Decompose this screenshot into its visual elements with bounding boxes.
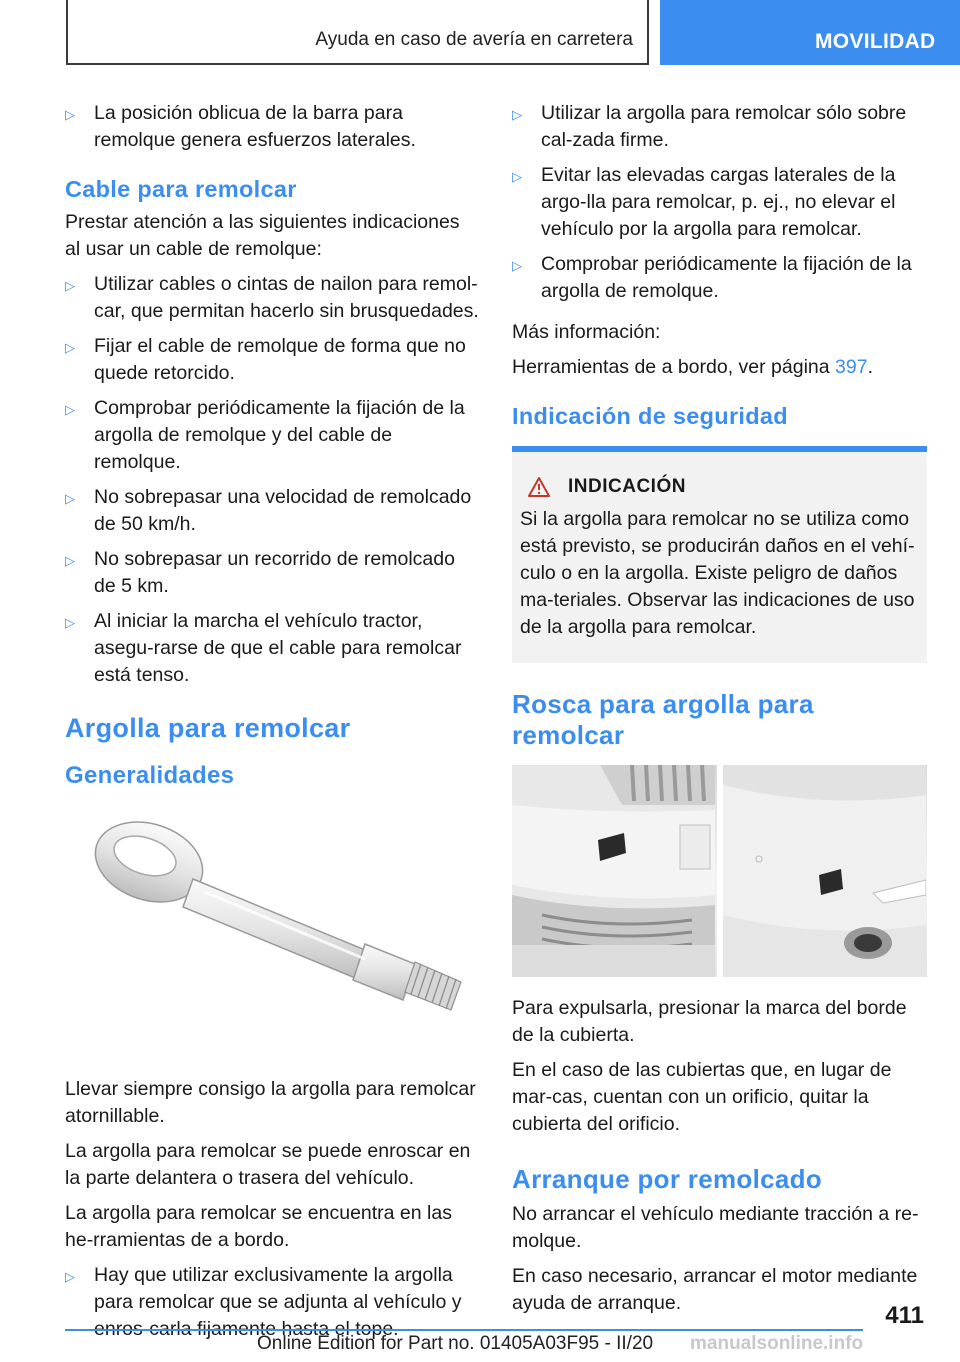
triangle-bullet-icon: ▷ (65, 553, 75, 568)
right-bullet-list (512, 100, 927, 305)
left-column (65, 100, 480, 1351)
arranque-heading: Arranque por remolcado (512, 1164, 822, 1194)
list-item: ▷ Comprobar periódicamente la fijación de la argolla de remolque y del cable de remolque. (65, 397, 465, 473)
notice-title: INDICACIÓN (568, 476, 686, 497)
list-item: ▷ Evitar las elevadas cargas laterales de la argo‐lla para remolcar, p. ej., no elevar el vehículo por la argolla para remolcar. (512, 164, 896, 240)
tow-hook-icon (65, 804, 480, 1054)
footer-divider (65, 1329, 863, 1331)
safety-heading: Indicación de seguridad (512, 403, 788, 429)
cable-intro: Prestar atención a las siguientes indicaciones al usar un cable de remolque: (65, 211, 460, 260)
paragraph: Para expulsarla, presionar la marca del borde de la cubierta. (512, 997, 907, 1046)
list-item: ▷ La posición oblicua de la barra para remolque genera esfuerzos laterales. (65, 102, 416, 151)
paragraph: En caso necesario, arrancar el motor mediante ayuda de arranque. (512, 1265, 918, 1314)
triangle-bullet-icon: ▷ (512, 107, 522, 122)
right-column (512, 100, 927, 1325)
front-bumper-photo (512, 765, 717, 977)
argolla-heading: Argolla para remolcar (65, 713, 351, 743)
triangle-bullet-icon: ▷ (65, 615, 75, 630)
cable-bullet-list (65, 271, 480, 689)
rear-bumper-photo (723, 765, 928, 977)
reference-line: Herramientas de a bordo, ver página 397. (512, 356, 873, 378)
list-item: ▷ Utilizar cables o cintas de nailon para remol‐car, que permitan hacerlo sin brusquedades. (65, 273, 479, 322)
paragraph: En el caso de las cubiertas que, en lugar de mar‐cas, cuentan con un orificio, quitar la cubierta del orificio. (512, 1059, 892, 1135)
header-section-title: Ayuda en caso de avería en carretera (315, 29, 633, 50)
list-item: ▷ Fijar el cable de remolque de forma que no quede retorcido. (65, 335, 466, 384)
header-section-box (66, 0, 649, 65)
more-info-label: Más información: (512, 321, 661, 343)
rosca-heading: Rosca para argolla para remolcar (512, 689, 814, 750)
page-number: 411 (885, 1302, 924, 1329)
edition-text: Online Edition for Part no. 01405A03F95 - II/20 (257, 1333, 654, 1354)
paragraph: No arrancar el vehículo mediante tracción a re‐molque. (512, 1203, 919, 1252)
intro-bullet-list (65, 100, 480, 154)
notice-box (512, 446, 927, 663)
triangle-bullet-icon: ▷ (65, 491, 75, 506)
triangle-bullet-icon: ▷ (65, 278, 75, 293)
cable-heading: Cable para remolcar (65, 176, 297, 202)
paragraph: Llevar siempre consigo la argolla para remolcar atornillable. (65, 1078, 476, 1127)
generalidades-heading: Generalidades (65, 762, 235, 789)
list-item: ▷ Utilizar la argolla para remolcar sólo sobre cal‐zada firme. (512, 102, 907, 151)
triangle-bullet-icon: ▷ (65, 107, 75, 122)
warning-triangle-icon (528, 477, 550, 497)
list-item: ▷ Al iniciar la marcha el vehículo tractor, asegu‐rarse de que el cable para remolcar está tenso. (65, 610, 462, 686)
notice-text: Si la argolla para remolcar no se utiliza como está previsto, se producirán daños en el vehí‐culo o en la argolla. Existe peligro de daños ma‐teriales. Observar las indicaciones de uso de la argolla para remolcar. (520, 508, 915, 638)
list-item: ▷ No sobrepasar un recorrido de remolcado de 5 km. (65, 548, 455, 597)
paragraph: La argolla para remolcar se encuentra en las he‐rramientas de a bordo. (65, 1202, 452, 1251)
notice-header (528, 476, 919, 498)
triangle-bullet-icon: ▷ (512, 258, 522, 273)
page-reference-link[interactable]: 397 (835, 356, 868, 378)
front-bumper-cover-icon (512, 765, 715, 977)
list-item: ▷ Comprobar periódicamente la fijación de la argolla de remolque. (512, 253, 912, 302)
triangle-bullet-icon: ▷ (512, 169, 522, 184)
triangle-bullet-icon: ▷ (65, 402, 75, 417)
header-chapter-tab[interactable]: MOVILIDAD (660, 0, 960, 65)
paragraph: La argolla para remolcar se puede enroscar en la parte delantera o trasera del vehículo. (65, 1140, 471, 1189)
triangle-bullet-icon: ▷ (65, 340, 75, 355)
rosca-photos (512, 765, 927, 977)
list-item: ▷ No sobrepasar una velocidad de remolcado de 50 km/h. (65, 486, 472, 535)
triangle-bullet-icon: ▷ (65, 1269, 75, 1284)
tow-hook-illustration (65, 804, 480, 1054)
watermark: manualsonline.info (690, 1333, 864, 1354)
rear-bumper-cover-icon (723, 765, 926, 977)
list-item: ▷ Hay que utilizar exclusivamente la argolla para remolcar que se adjunta al vehículo y enros‐carla fijamente hasta el tope. (65, 1264, 462, 1340)
